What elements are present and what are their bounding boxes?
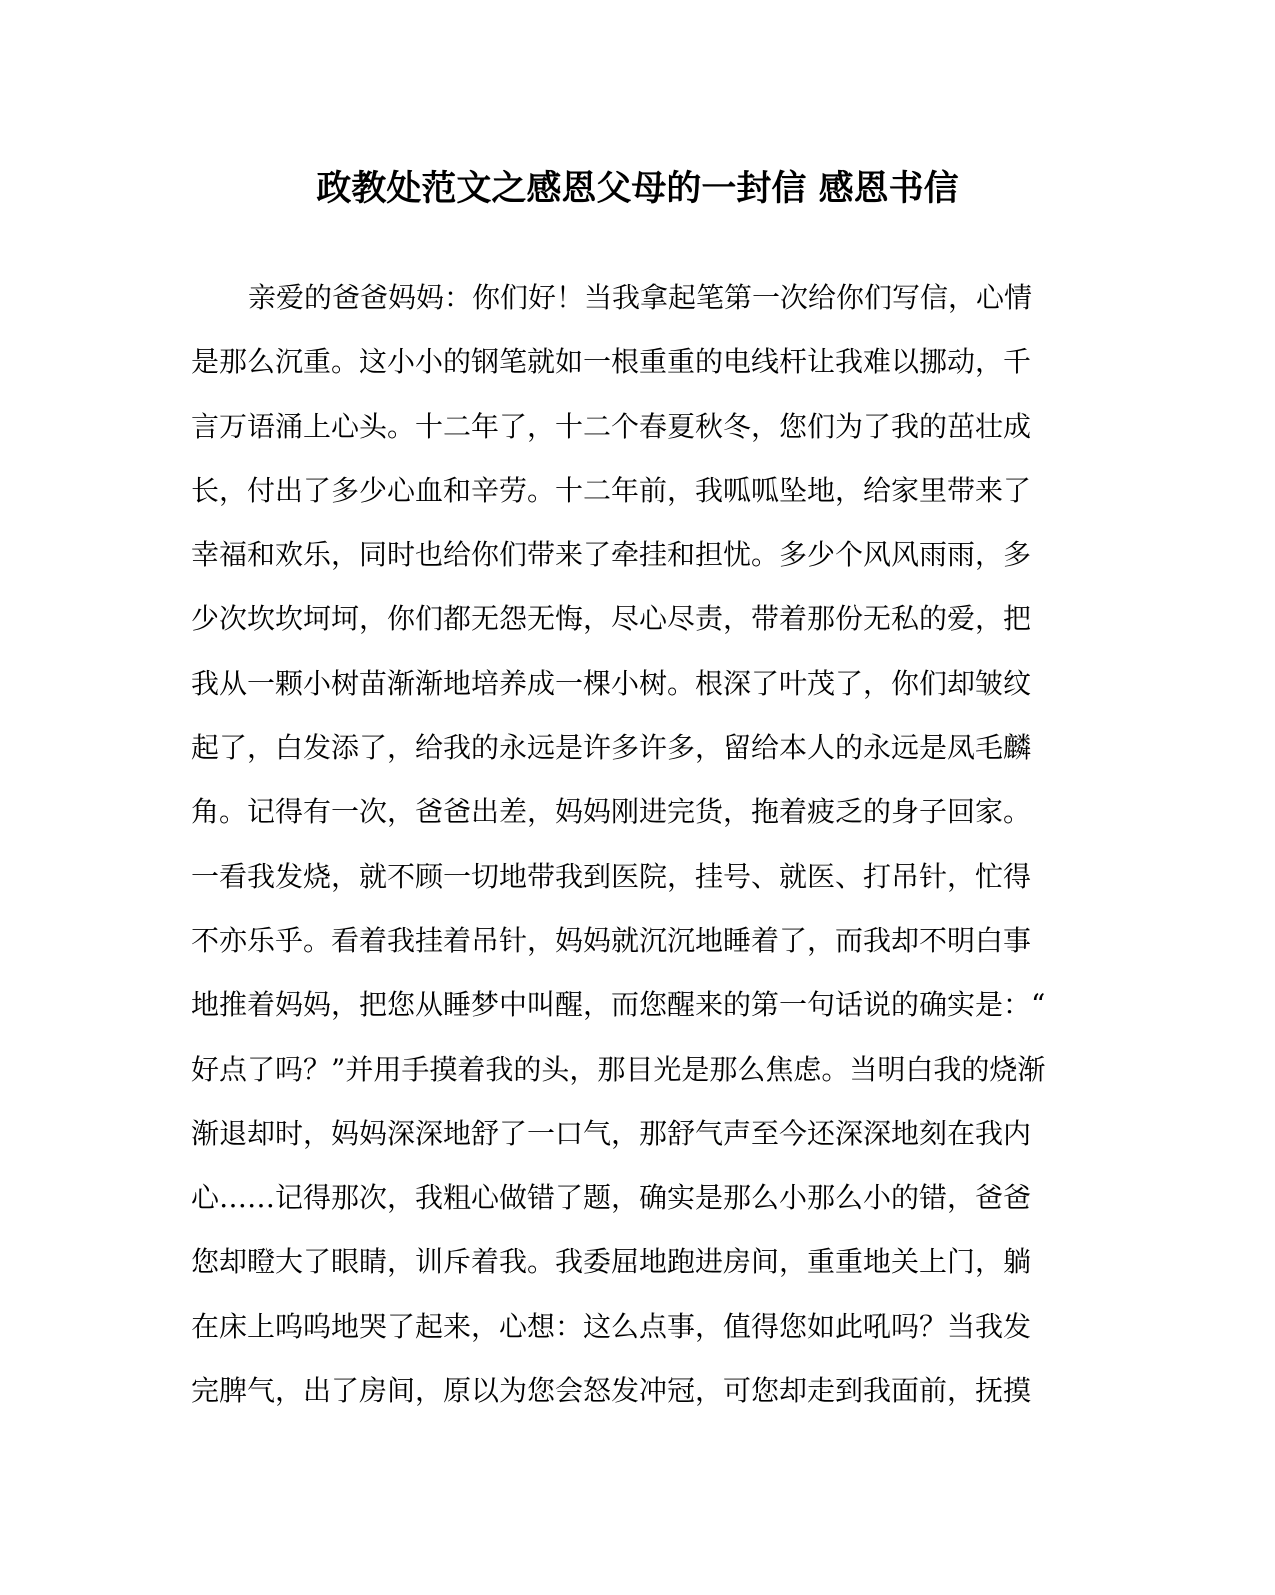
text-line: 幸福和欢乐，同时也给你们带来了牵挂和担忧。多少个风风雨雨，多 — [191, 538, 1032, 572]
document-title: 政教处范文之感恩父母的一封信 感恩书信 — [316, 168, 959, 209]
text-line: 地推着妈妈，把您从睡梦中叫醒，而您醒来的第一句话说的确实是：“ — [191, 988, 1046, 1022]
text-line: 是那么沉重。这小小的钢笔就如一根重重的电线杆让我难以挪动，千 — [191, 345, 1032, 379]
text-line: 在床上呜呜地哭了起来，心想：这么点事，值得您如此吼吗？当我发 — [191, 1309, 1032, 1343]
text-line: 我从一颗小树苗渐渐地培养成一棵小树。根深了叶茂了，你们却皱纹 — [191, 666, 1032, 700]
text-line: 渐退却时，妈妈深深地舒了一口气，那舒气声至今还深深地刻在我内 — [191, 1116, 1032, 1150]
text-line: 不亦乐乎。看着我挂着吊针，妈妈就沉沉地睡着了，而我却不明白事 — [191, 923, 1032, 957]
text-line: 言万语涌上心头。十二年了，十二个春夏秋冬，您们为了我的茁壮成 — [191, 409, 1032, 443]
text-line: 好点了吗？”并用手摸着我的头，那目光是那么焦虑。当明白我的烧渐 — [191, 1052, 1046, 1086]
text-line: 起了，白发添了，给我的永远是许多许多，留给本人的永远是凤毛麟 — [191, 731, 1032, 765]
text-line: 一看我发烧，就不顾一切地带我到医院，挂号、就医、打吊针，忙得 — [191, 859, 1032, 893]
text-line: 角。记得有一次，爸爸出差，妈妈刚进完货，拖着疲乏的身子回家。 — [191, 795, 1032, 829]
text-line: 少次坎坎坷坷，你们都无怨无悔，尽心尽责，带着那份无私的爱，把 — [191, 602, 1032, 636]
text-line: 完脾气，出了房间，原以为您会怒发冲冠，可您却走到我面前，抚摸 — [191, 1374, 1032, 1408]
text-line: 长，付出了多少心血和辛劳。十二年前，我呱呱坠地，给家里带来了 — [191, 473, 1032, 507]
letter-body — [191, 266, 1071, 1423]
text-line: 您却瞪大了眼睛，训斥着我。我委屈地跑进房间，重重地关上门，躺 — [191, 1245, 1032, 1279]
text-line: 心……记得那次，我粗心做错了题，确实是那么小那么小的错，爸爸 — [191, 1181, 1032, 1215]
text-line: 亲爱的爸爸妈妈：你们好！当我拿起笔第一次给你们写信，心情 — [248, 281, 1033, 314]
